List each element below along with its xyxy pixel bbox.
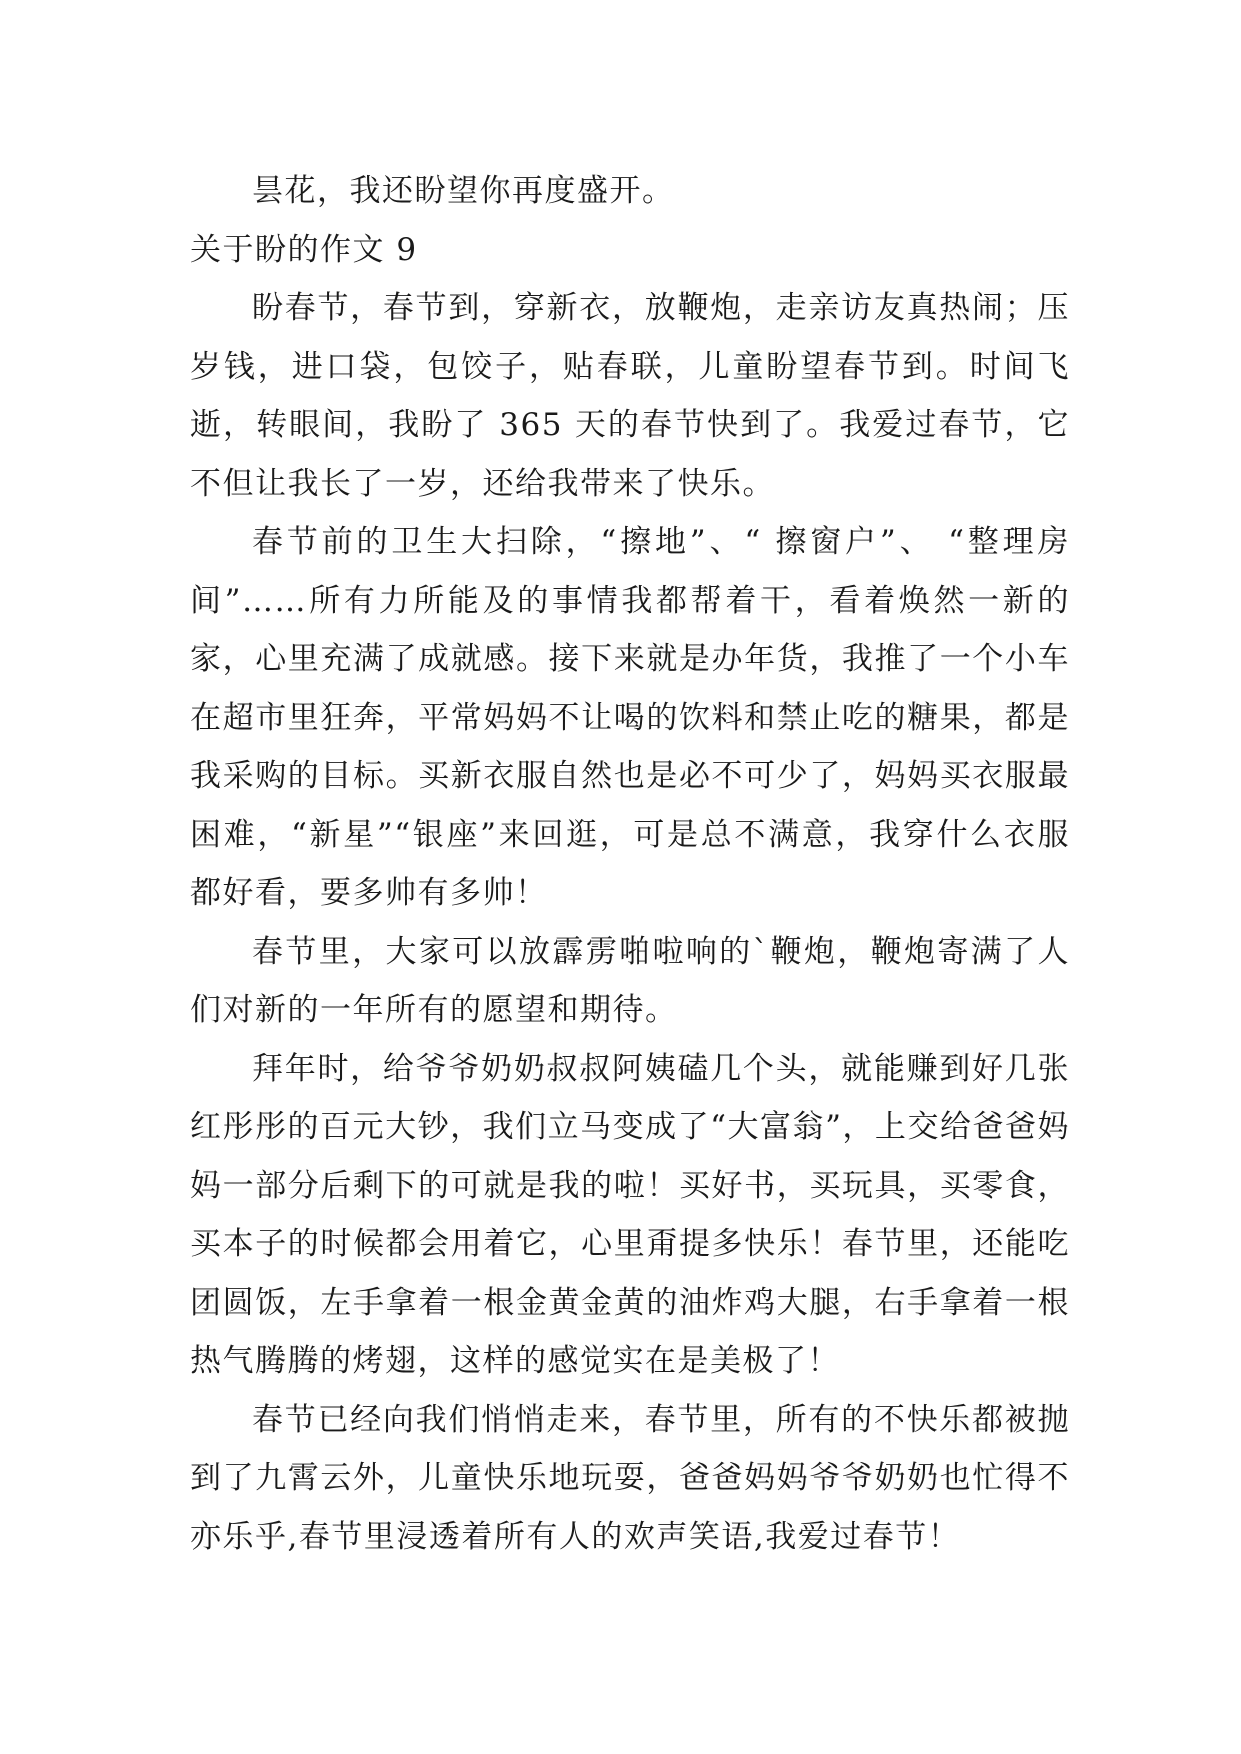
intro-paragraph: 昙花，我还盼望你再度盛开。: [252, 173, 675, 209]
paragraph: 拜年时，给爷爷奶奶叔叔阿姨磕几个头，就能赚到好几张红彤彤的百元大钞，我们立马变成了“大富翁”，上交给爸爸妈妈一部分后剩下的可就是我的啦！买好书，买玩具，买零食，买本子的时候都会用着它，心里甭提多快乐！春节里，还能吃团圆饭，左手拿着一根金黄金黄的油炸鸡大腿，右手拿着一根热气腾腾的烤翅，这样的感觉实在是美极了！: [190, 1050, 1070, 1379]
paragraph: 春节前的卫生大扫除，“擦地”、“ 擦窗户”、 “整理房间”……所有力所能及的事情我都帮着干，看着焕然一新的家，心里充满了成就感。接下来就是办年货，我推了一个小车在超市里狂奔，平常妈妈不让喝的饮料和禁止吃的糖果，都是我采购的目标。买新衣服自然也是必不可少了，妈妈买衣服最困难，“新星”“银座”来回逛，可是总不满意，我穿什么衣服都好看，要多帅有多帅！: [190, 524, 1070, 911]
paragraph: 春节已经向我们悄悄走来，春节里，所有的不快乐都被抛到了九霄云外，儿童快乐地玩耍，爸爸妈妈爷爷奶奶也忙得不亦乐乎,春节里浸透着所有人的欢声笑语,我爱过春节！: [190, 1401, 1070, 1555]
section-title: 关于盼的作文 9: [190, 231, 418, 268]
document-body: [190, 162, 1070, 1566]
paragraph: 春节里，大家可以放霹雳啪啦响的`鞭炮，鞭炮寄满了人们对新的一年所有的愿望和期待。: [190, 933, 1070, 1028]
paragraph: 盼春节，春节到，穿新衣，放鞭炮，走亲访友真热闹；压岁钱，进口袋，包饺子，贴春联，儿童盼望春节到。时间飞逝，转眼间，我盼了 365 天的春节快到了。我爱过春节，它不但让我长了一岁，还给我带来了快乐。: [190, 290, 1070, 502]
